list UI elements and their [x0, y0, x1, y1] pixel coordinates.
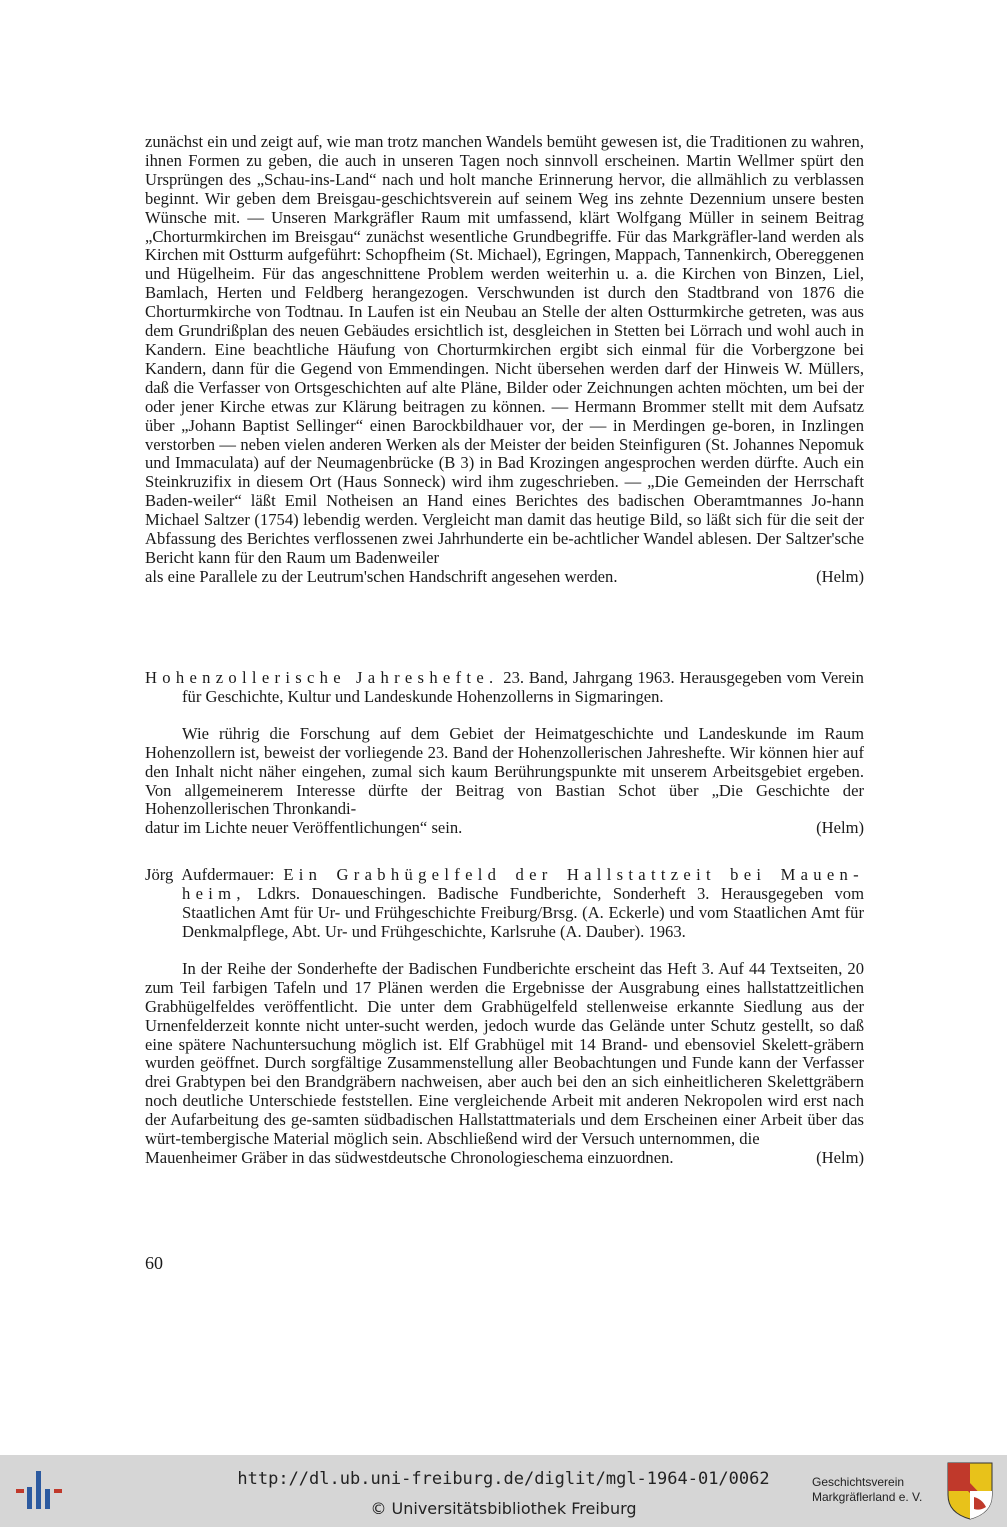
bibliographic-entry-3: [145, 866, 864, 942]
copyright-notice: © Universitätsbibliothek Freiburg: [370, 1499, 637, 1518]
review-closing-line: [145, 568, 864, 587]
footer-bar: [0, 1455, 1007, 1527]
entry-author: Jörg Aufdermauer:: [145, 865, 275, 885]
entry-title: Hohenzollerische Jahreshefte.: [145, 668, 499, 687]
reviewer-signature: (Helm): [816, 1147, 864, 1167]
society-name-line-1: Geschichtsverein: [812, 1475, 905, 1489]
page-content: [145, 133, 864, 1168]
review-closing-line: [145, 1149, 864, 1168]
entry-title: Ein Grabhügelfeld der Hallstattzeit bei Mauen-heim,: [182, 865, 864, 904]
society-name-line-2: Markgräflerland e. V.: [812, 1490, 923, 1504]
review-closing-line: [145, 819, 864, 838]
entry-details: Ldkrs. Donaueschingen. Badische Fundberichte, Sonderheft 3. Herausgegeben vom Staatlichen Amt für Ur- und Frühgeschichte Freiburg/Brsg. (A. Eckerle) und vom Staatlichen Amt für Denkmalpflege, Abt. Ur- und Frühgeschichte, Karlsruhe (A. Dauber). 1963.: [182, 884, 864, 941]
review-paragraph-2: [145, 725, 864, 838]
bibliographic-entry-2: [145, 669, 864, 707]
reviewer-signature: (Helm): [816, 566, 864, 586]
review-text: In der Reihe der Sonderhefte der Badischen Fundberichte erscheint das Heft 3. Auf 44 Textseiten, 20 zum Teil farbigen Tafeln und 17 Plänen werden die Ergebnisse der Ausgrabung eines hallstattzeitlichen Grabhügelfeldes veröffentlicht. Die unter dem Grabhügelfeld stellenweise erkannte Siedlung aus der Urnenfelderzeit konnte nicht unter-sucht werden, jedoch wurde das Gelände unter Schutz gestellt, so daß eine spätere Nachuntersuchung möglich ist. Elf Grabhügel mit 14 Brand- und ebensoviel Skelett-gräbern wurden geöffnet. Durch sorgfältige Zusammenstellung aller Beobachtungen und Funde kann der Verfasser drei Grabtypen bei den Brandgräbern nachweisen, aber auch bei den an sich einheitlicheren Skelettgräbern noch deutliche Unterschiede feststellen. Eine vergleichende Arbeit mit anderen Nekropolen wird erst nach der Aufarbeitung des ge-samten südbadischen Hallstattmaterials und dem Erscheinen einer Arbeit über das würt-tembergische Material möglich sein. Abschließend wird der Versuch unternommen, die: [145, 958, 864, 1149]
review-paragraph-1: [145, 133, 864, 641]
review-last-line: Mauenheimer Gräber in das südwestdeutsche Chronologieschema einzuordnen.: [145, 1147, 674, 1167]
review-text: zunächst ein und zeigt auf, wie man trotz manchen Wandels bemüht gewesen ist, die Traditionen zu wahren, ihnen Formen zu geben, die auch in unseren Tagen noch sinnvoll erscheinen. Martin Wellmer spürt den Ursprüngen des „Schau-ins-Land“ nach und holt manche Erinnerung hervor, die allmählich zu verblassen beginnt. Wir geben dem Breisgau-geschichtsverein auf seinem Weg ins zehnte Dezennium unsere besten Wünsche mit. — Unseren Markgräfler Raum mit umfassend, klärt Wolfgang Müller in seinem Beitrag „Chorturmkirchen im Breisgau“ zunächst wesentliche Grundbegriffe. Für das Markgräfler-land werden als Kirchen mit Ostturm aufgeführt: Schopfheim (St. Michael), Egringen, Mappach, Tannenkirch, Obereggenen und Hügelheim. Für das angeschnittene Problem werden weiterhin u. a. die Kirchen von Binzen, Liel, Bamlach, Herten und Feldberg herangezogen. Verschwunden ist durch den Stadtbrand von 1876 die Chorturmkirche von Todtnau. In Laufen ist ein Neubau an Stelle der alten Ostturmkirche getreten, was aus dem Grundrißplan des neuen Gebäudes ersichtlich ist, desgleichen in Stetten bei Lörrach und wohl auch in Kandern. Eine beachtliche Häufung von Chorturmkirchen ergibt sich einmal für die Vorbergzone bei Kandern, dann für die Gegend von Emmendingen. Nicht übersehen werden darf der Hinweis W. Müllers, daß die Verfasser von Ortsgeschichten auf alte Pläne, Bilder oder Zeichnungen achten möchten, um bei der oder jener Kirche etwas zur Klärung beitragen zu können. — Hermann Brommer stellt mit dem Aufsatz über „Johann Baptist Sellinger“ einen Barockbildhauer vor, der — in Merdingen ge-boren, in Inzlingen verstorben — neben vielen anderen Werken als der Meister der beiden Steinfiguren (St. Johannes Nepomuk und Immaculata) auf der Neumagenbrücke (B 3) in Bad Krozingen angesprochen werden dürfte. Auch ein Steinkruzifix in diesem Ort (Haus Sonneck) wird ihm zugeschrieben. — „Die Gemeinden der Herrschaft Baden-weiler“ läßt Emil Notheisen an Hand eines Berichtes des badischen Oberamtmannes Jo-hann Michael Saltzer (1754) lebendig werden. Vergleicht man damit das heutige Bild, so läßt sich für die seit der Abfassung des Berichtes verflossenen zwei Jahrhunderte ein be-achtlicher Wandel ablesen. Der Saltzer'sche Bericht kann für den Raum um Badenweiler: [145, 132, 864, 567]
page-number: 60: [145, 1253, 163, 1273]
permalink-url[interactable]: http://dl.ub.uni-freiburg.de/diglit/mgl-1964-01/0062: [237, 1469, 770, 1489]
review-last-line: als eine Parallele zu der Leutrum'schen Handschrift angesehen werden.: [145, 566, 618, 586]
review-paragraph-3: [145, 960, 864, 1168]
entry-details: 23. Band, Jahrgang 1963. Herausgegeben vom Verein für Geschichte, Kultur und Landeskunde Hohenzollerns in Sigmaringen.: [182, 668, 864, 706]
society-name: [812, 1475, 942, 1505]
review-last-line: datur im Lichte neuer Veröffentlichungen“ sein.: [145, 818, 463, 838]
markgraeflerland-crest-icon[interactable]: [946, 1461, 994, 1521]
review-text: Wie rührig die Forschung auf dem Gebiet der Heimatgeschichte und Landeskunde im Raum Hohenzollern ist, beweist der vorliegende 23. Band der Hohenzollerischen Jahreshefte. Wir können hier auf den Inhalt nicht näher eingehen, zumal sich kaum Berührungspunkte mit unserem Arbeitsgebiet ergeben. Von allgemeinerem Interesse dürfte der Beitrag von Bastian Schot über „Die Geschichte der Hohenzollerischen Thronkandi-: [145, 723, 864, 819]
reviewer-signature: (Helm): [816, 818, 864, 838]
